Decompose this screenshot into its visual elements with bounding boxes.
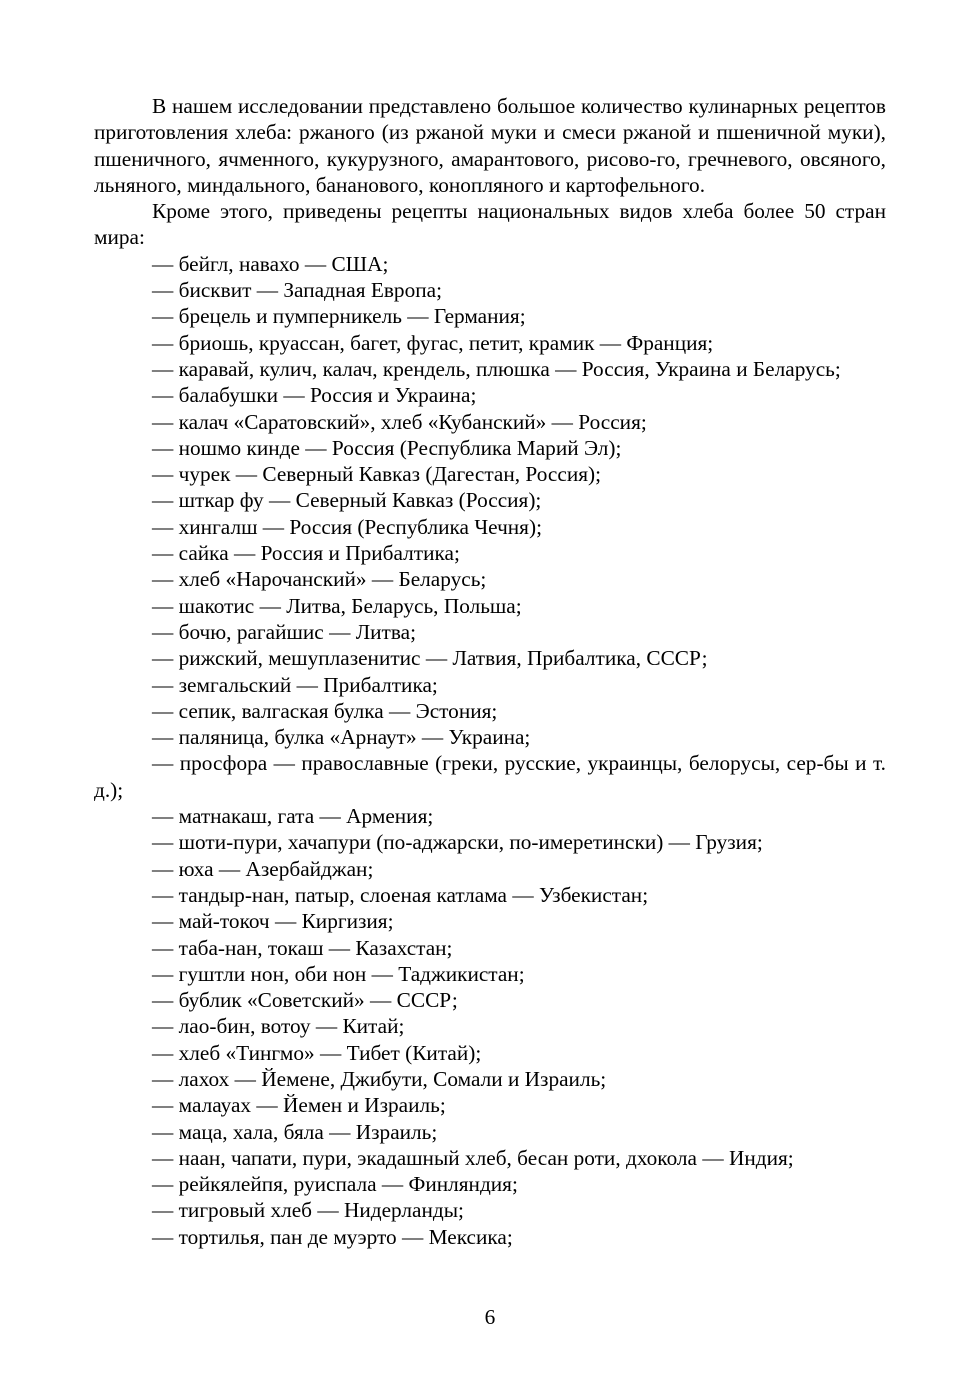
list-item: — лахох — Йемене, Джибути, Сомали и Израиль; — [152, 1066, 607, 1091]
list-item: — брецель и пумперникель — Германия; — [152, 304, 526, 329]
list-item: — хингалш — Россия (Республика Чечня); — [152, 514, 542, 539]
list-item: — бейгл, навахо — США; — [152, 251, 389, 276]
paragraph-national-breads: Кроме этого, приведены рецепты национальных видов хлеба более 50 стран мира: — [94, 199, 886, 250]
list-item: — чурек — Северный Кавказ (Дагестан, Россия); — [152, 462, 602, 487]
list-item: — бисквит — Западная Европа; — [152, 278, 442, 303]
list-item: — рейкялейпя, руиспала — Финляндия; — [152, 1172, 518, 1197]
list-item: — сайка — Россия и Прибалтика; — [152, 541, 460, 566]
paragraph-intro: В нашем исследовании представлено большое количество кулинарных рецептов приготовления хлеба: ржаного (из ржаной муки и смеси ржаной и пшеничной муки), пшеничного, ячменного, кукурузного, амарантового, рисово-го, гречневого, овсяного, льняного, миндального, бананового, конопляного и картофельного. — [94, 94, 886, 197]
list-item: — рижский, мешуплазенитис — Латвия, Прибалтика, СССР; — [152, 646, 708, 671]
list-item: — земгальский — Прибалтика; — [152, 672, 438, 697]
page-number: 6 — [484, 1305, 496, 1329]
list-item: — наан, чапати, пури, экадашный хлеб, бесан роти, дхокола — Индия; — [152, 1145, 794, 1170]
list-item: — хлеб «Нарочанский» — Беларусь; — [152, 567, 487, 592]
list-item: — ношмо кинде — Россия (Республика Марий Эл); — [152, 435, 622, 460]
list-item: — шткар фу — Северный Кавказ (Россия); — [152, 488, 542, 513]
list-item: — маца, хала, бяла — Израиль; — [152, 1119, 438, 1144]
list-item: — шоти-пури, хачапури (по-аджарски, по-имеретински) — Грузия; — [152, 830, 763, 855]
list-item: — хлеб «Тингмо» — Тибет (Китай); — [152, 1040, 482, 1065]
list-item: — май-токоч — Киргизия; — [152, 909, 394, 934]
list-item: — матнакаш, гата — Армения; — [152, 804, 434, 829]
list-item: — тигровый хлеб — Нидерланды; — [152, 1198, 464, 1223]
list-item: — бублик «Советский» — СССР; — [152, 988, 458, 1013]
list-item: — бриошь, круассан, багет, фугас, петит, крамик — Франция; — [152, 330, 714, 355]
list-item: — каравай, кулич, калач, крендель, плюшка — Россия, Украина и Беларусь; — [152, 356, 841, 381]
bread-list — [94, 251, 886, 1250]
list-item: — лао-бин, вотоу — Китай; — [152, 1014, 405, 1039]
list-item: — таба-нан, токаш — Казахстан; — [152, 935, 453, 960]
list-item: — юха — Азербайджан; — [152, 856, 374, 881]
list-item: — гуштли нон, оби нон — Таджикистан; — [152, 961, 525, 986]
body-text — [94, 93, 886, 1250]
list-item: — калач «Саратовский», хлеб «Кубанский» — Россия; — [152, 409, 647, 434]
list-item: — балабушки — Россия и Украина; — [152, 383, 477, 408]
list-item: — тандыр-нан, патыр, слоеная катлама — Узбекистан; — [152, 882, 649, 907]
list-item: — тортилья, пан де муэрто — Мексика; — [152, 1224, 513, 1249]
list-item: — паляница, булка «Арнаут» — Украина; — [152, 725, 531, 750]
list-item: — малауах — Йемен и Израиль; — [152, 1093, 446, 1118]
list-item: — шакотис — Литва, Беларусь, Польша; — [152, 593, 522, 618]
list-item: — бочю, рагайшис — Литва; — [152, 619, 416, 644]
list-item: — сепик, валгаская булка — Эстония; — [152, 698, 498, 723]
list-item: — просфора — православные (греки, русские, украинцы, белорусы, сер-бы и т. д.); — [94, 751, 886, 802]
